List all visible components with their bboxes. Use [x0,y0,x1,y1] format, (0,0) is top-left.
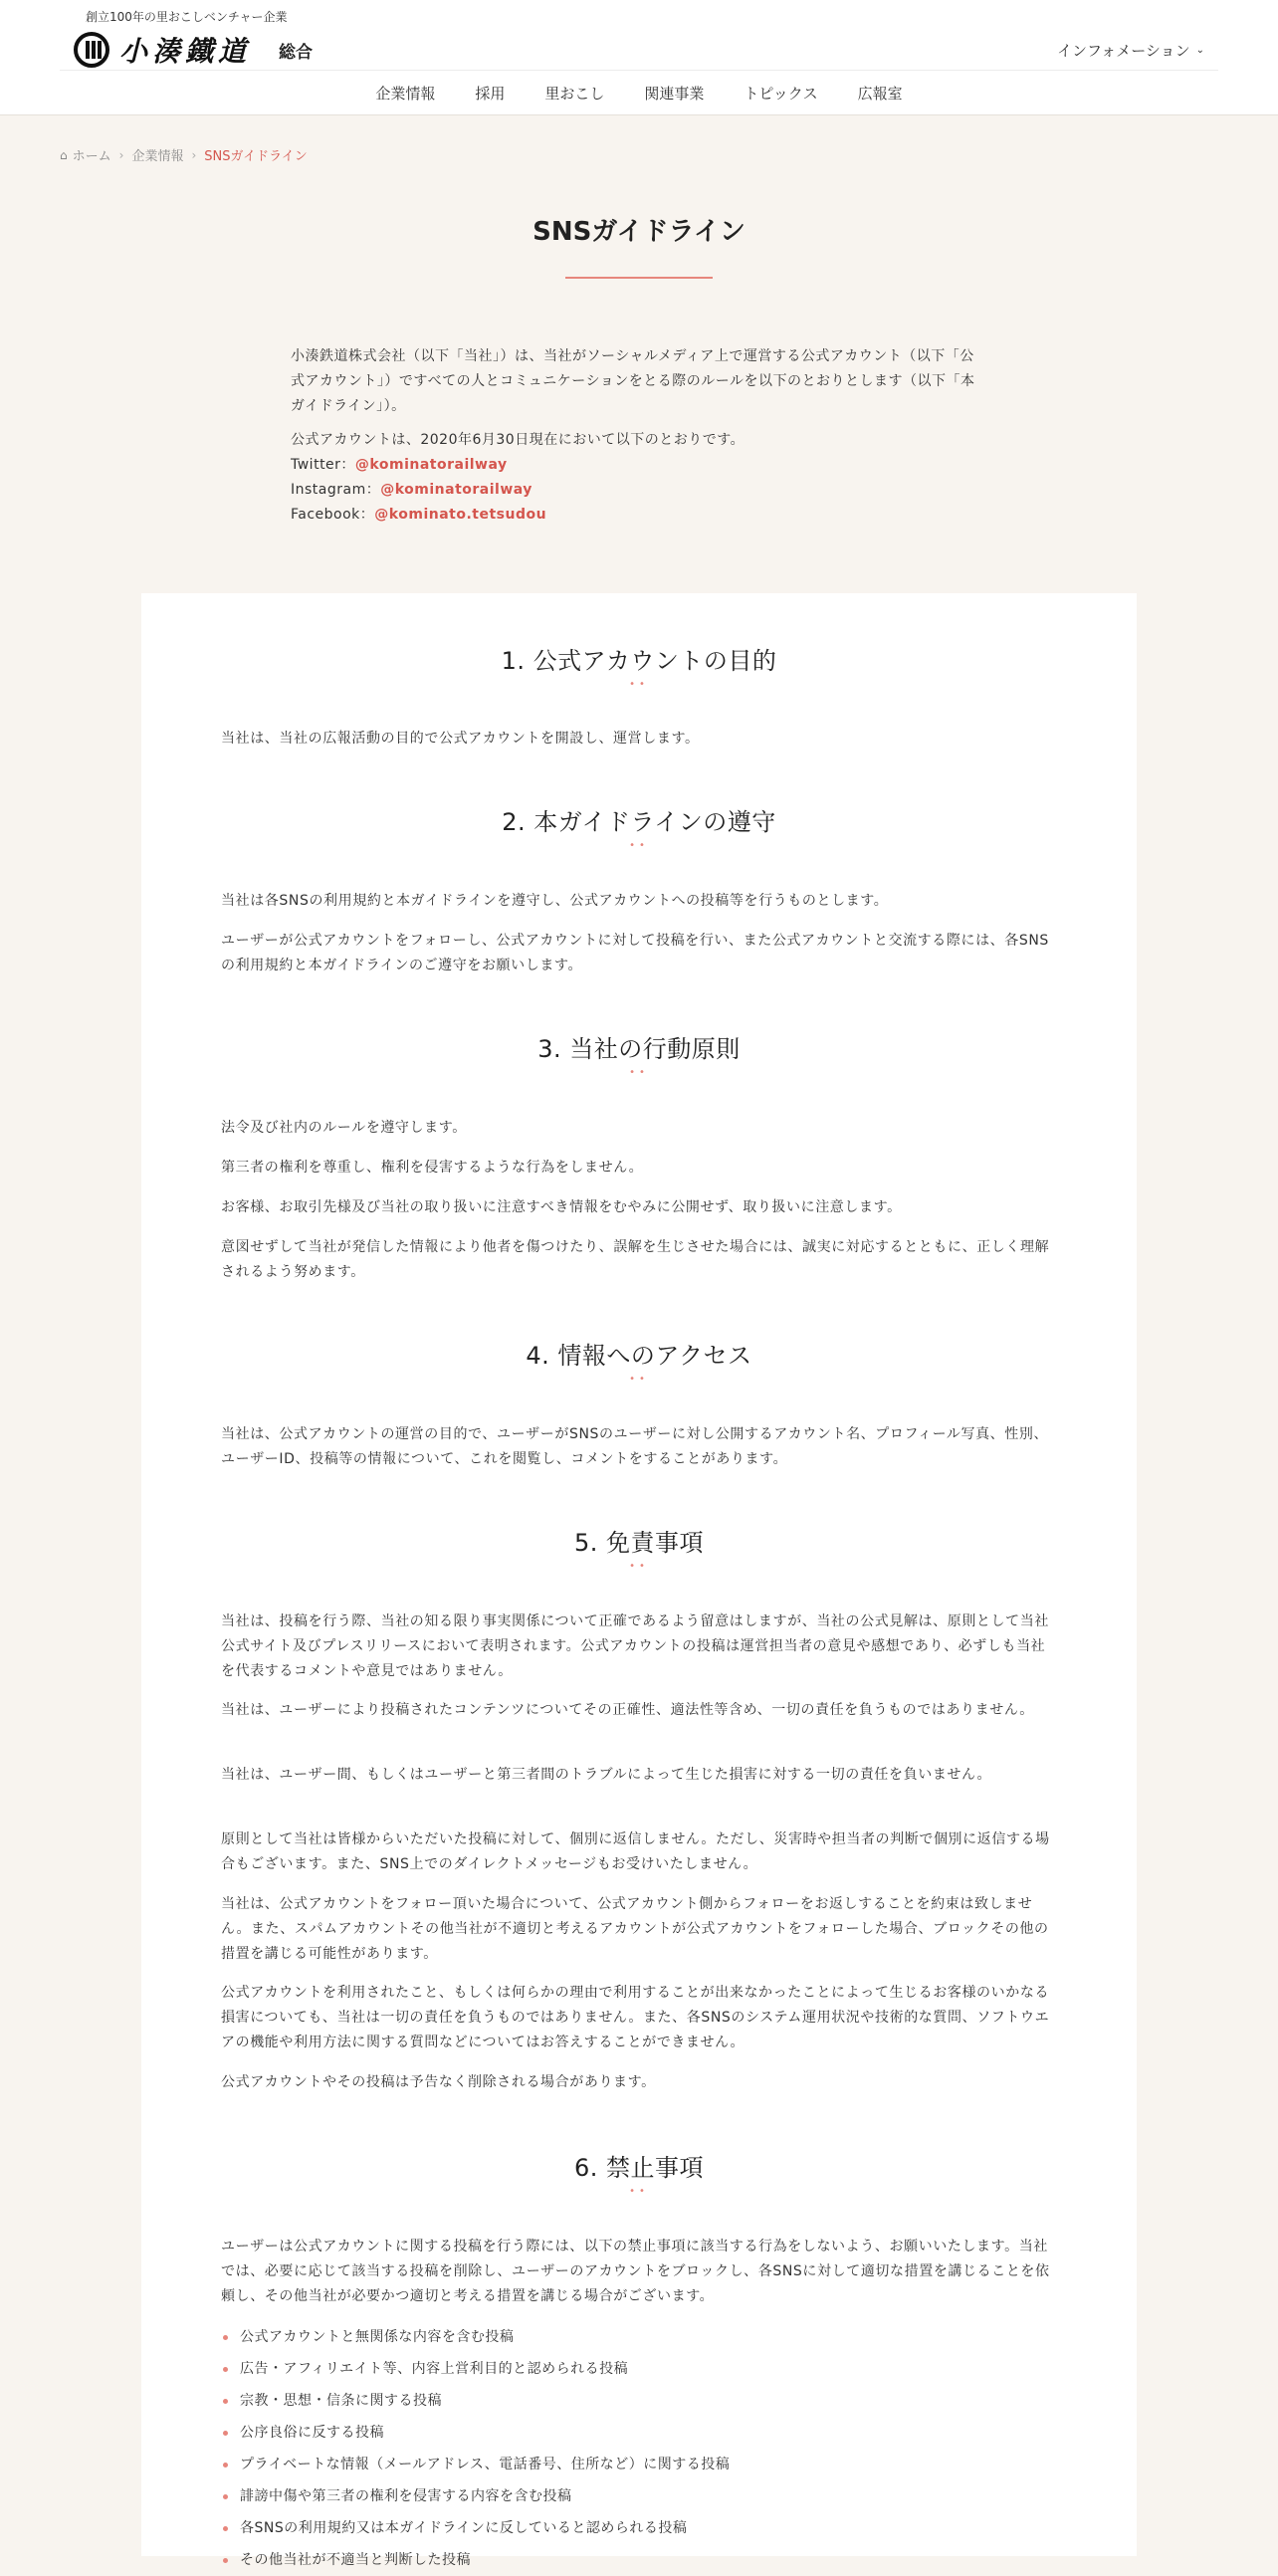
breadcrumb [60,145,308,164]
section-ornament: •• [629,1561,649,1572]
facebook-handle-link[interactable]: @kominato.tetsudou [374,507,547,523]
section-paragraph: 当社は、投稿を行う際、当社の知る限り事実関係について正確であるよう留意はしますが、当社の公式見解は、原則として当社公式サイト及びプレスリリースにおいて表明されます。公式アカウントの投稿は運営担当者の意見や感想であり、必ずしも当社を代表するコメントや意見ではありません。 [221,1613,1049,1679]
instagram-handle-link[interactable]: @kominatorailway [380,482,532,498]
account-label: Twitter： [291,457,355,473]
site-section-label: 総合 [279,42,314,63]
nav-item-satookoshi[interactable]: 里おこし [544,84,605,103]
nav-item-company[interactable]: 企業情報 [375,84,436,103]
section-paragraph: 当社は、公式アカウントをフォロー頂いた場合について、公式アカウント側からフォローをお返しすることを約束は致しません。また、スパムアカウントその他当社が不適切と考えるアカウントが公式アカウントをフォローした場合、ブロックその他の措置を講じる可能性があります。 [221,1896,1049,1962]
home-icon: ⌂ [60,147,68,162]
section-title: 2. 本ガイドラインの遵守 [502,808,776,836]
section-paragraph: 当社は、ユーザー間、もしくはユーザーと第三者間のトラブルによって生じた損害に対する一切の責任を負いません。 [221,1767,992,1783]
section-paragraph: 当社は、ユーザーにより投稿されたコンテンツについてその正確性、適法性等含め、一切の責任を負うものではありません。 [221,1702,1034,1718]
section-paragraph: 意図せずして当社が発信した情報により他者を傷つけたり、誤解を生じさせた場合には、誠実に対応するとともに、正しく理解されるよう努めます。 [221,1239,1050,1280]
section-paragraph: 当社は、公式アカウントの運営の目的で、ユーザーがSNSのユーザーに対し公開するアカウント名、プロフィール写真、性別、ユーザーID、投稿等の情報について、これを閲覧し、コメントをすることがあります。 [221,1426,1049,1467]
list-item: プライベートな情報（メールアドレス、電話番号、住所など）に関する投稿 [221,2449,1057,2480]
section-title: 3. 当社の行動原則 [537,1035,741,1063]
breadcrumb-parent[interactable]: 企業情報 [131,149,184,164]
section-title: 4. 情報へのアクセス [526,1342,752,1370]
section-heading [141,1029,1137,1080]
intro-paragraph: 小湊鉄道株式会社（以下「当社」）は、当社がソーシャルメディア上で運営する公式アカウント（以下「公式アカウント」）ですべての人とコミュニケーションをとる際のルールを以下のとおりとします（以下「本ガイドライン」）。 [291,348,975,414]
logo-link[interactable] [74,30,313,70]
nav-item-recruit[interactable]: 採用 [475,84,506,103]
section-title: 5. 免責事項 [573,1529,705,1557]
section-paragraph: 当社は、当社の広報活動の目的で公式アカウントを開設し、運営します。 [221,731,700,747]
global-nav [0,70,1278,115]
list-item: 各SNSの利用規約又は本ガイドラインに反していると認められる投稿 [221,2512,1057,2544]
intro-accounts-lead: 公式アカウントは、2020年6月30日現在において以下のとおりです。 [291,432,746,448]
section-ornament: •• [629,1374,649,1385]
list-item: 広告・アフィリエイト等、内容上営利目的と認められる投稿 [221,2353,1057,2385]
section-paragraph: ユーザーは公式アカウントに関する投稿を行う際には、以下の禁止事項に該当する行為をしないよう、お願いいたします。当社では、必要に応じて該当する投稿を削除し、ユーザーのアカウントをブロックし、各SNSに対して適切な措置を講じることを依頼し、その他当社が必要かつ適切と考える措置を講じる場合がございます。 [221,2239,1050,2304]
nav-item-pr[interactable]: 広報室 [857,84,903,103]
section-paragraph: 公式アカウントやその投稿は予告なく削除される場合があります。 [221,2074,656,2090]
section-paragraph: 公式アカウントを利用されたこと、もしくは何らかの理由で利用することが出来なかったことによって生じるお客様のいかなる損害についても、当社は一切の責任を負うものではありません。また、各SNSのシステム運用状況や技術的な質問、ソフトウエアの機能や利用方法に関する質問などについてはお答えすることができません。 [221,1985,1050,2050]
section-heading [141,2148,1137,2199]
section-heading [141,1523,1137,1574]
twitter-handle-link[interactable]: @kominatorailway [354,457,508,473]
account-label: Instagram： [291,482,381,498]
account-row [291,478,987,503]
section-paragraph: ユーザーが公式アカウントをフォローし、公式アカウントに対して投稿を行い、また公式アカウントと交流する際には、各SNSの利用規約と本ガイドラインのご遵守をお願いします。 [221,933,1049,973]
intro-block [291,344,987,528]
account-label: Facebook： [291,507,375,523]
section-paragraph: 当社は各SNSの利用規約と本ガイドラインを遵守し、公式アカウントへの投稿等を行うものとします。 [221,893,889,909]
list-item: 誹謗中傷や第三者の権利を侵害する内容を含む投稿 [221,2480,1057,2512]
account-row [291,503,987,528]
list-item: 宗教・思想・信条に関する投稿 [221,2385,1057,2417]
site-header [0,0,1278,115]
section-heading [141,802,1137,853]
section-ornament: •• [629,840,649,851]
chevron-right-icon: › [191,147,197,162]
account-row [291,453,987,478]
list-item: 公式アカウントと無関係な内容を含む投稿 [221,2321,1057,2353]
nav-item-related[interactable]: 関連事業 [644,84,705,103]
prohibited-list [221,2321,1057,2576]
list-item: 公序良俗に反する投稿 [221,2417,1057,2449]
nav-item-topics[interactable]: トピックス [744,84,818,103]
section-title: 6. 禁止事項 [573,2154,705,2182]
section-ornament: •• [629,679,649,690]
page-title: SNSガイドライン [532,217,746,247]
logo-text: 小湊鐵道 [119,35,252,68]
chevron-right-icon: › [118,147,124,162]
guideline-content-card [141,593,1137,2568]
section-paragraph: お客様、お取引先様及び当社の取り扱いに注意すべき情報をむやみに公開せず、取り扱いに注意します。 [221,1199,902,1215]
section-title: 1. 公式アカウントの目的 [501,647,777,675]
breadcrumb-home[interactable]: ホーム [72,149,111,164]
chevron-down-icon: ⌄ [1195,45,1204,56]
section-paragraph: 原則として当社は皆様からいただいた投稿に対して、個別に返信しません。ただし、災害時や担当者の判断で個別に返信する場合もございます。また、SNS上でのダイレクトメッセージもお受けいたしません。 [221,1831,1050,1872]
information-dropdown-label: インフォメーション [1056,42,1190,60]
company-logo-icon [74,32,109,68]
section-paragraph: 法令及び社内のルールを遵守します。 [221,1120,467,1136]
breadcrumb-current: SNSガイドライン [204,149,308,164]
list-item: その他当社が不適当と判断した投稿 [221,2544,1057,2576]
section-heading [141,1336,1137,1387]
section-paragraph: 第三者の権利を尊重し、権利を侵害するような行為をしません。 [221,1160,644,1176]
header-tagline: 創立100年の里おこしベンチャー企業 [86,10,288,24]
section-ornament: •• [629,1067,649,1078]
information-dropdown[interactable] [1057,40,1204,61]
title-underline [565,277,713,279]
section-ornament: •• [629,2186,649,2197]
section-heading [141,641,1137,692]
